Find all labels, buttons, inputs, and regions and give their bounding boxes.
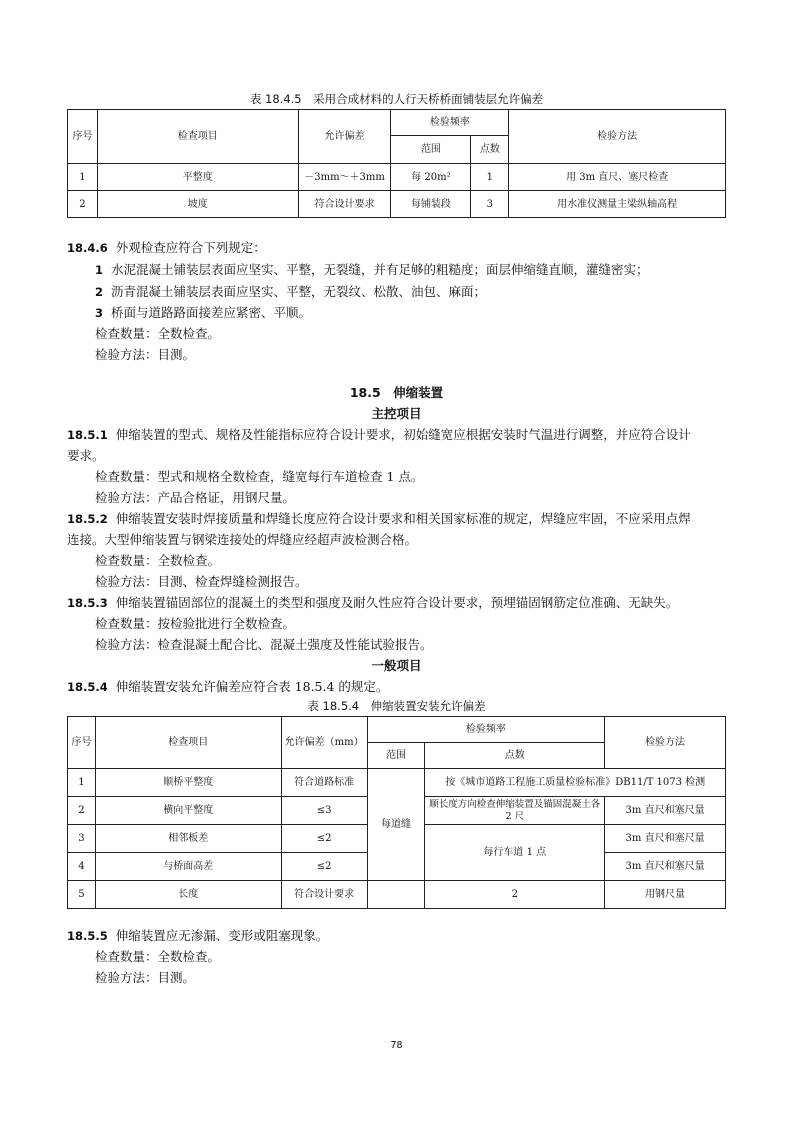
section-title: 18.5 伸缩装置 bbox=[349, 385, 444, 400]
check-quantity: 检查数量：按检验批进行全数检查。 bbox=[95, 616, 296, 631]
cell-seq: 1 bbox=[68, 769, 96, 797]
check-quantity: 检查数量：全数检查。 bbox=[95, 949, 221, 964]
cell-item: 与桥面高差 bbox=[95, 853, 281, 881]
check-method: 检验方法：目测。 bbox=[95, 970, 196, 985]
check-method: 检验方法：产品合格证，用钢尺量。 bbox=[95, 490, 296, 505]
cell-tolerance: 符合设计要求 bbox=[281, 881, 367, 909]
cell-points: 2 bbox=[425, 881, 605, 909]
header-seq: 序号 bbox=[68, 110, 98, 164]
table-18-5-4 bbox=[67, 716, 726, 909]
header-seq: 序号 bbox=[68, 717, 96, 769]
header-tolerance: 允许偏差 bbox=[298, 110, 391, 164]
clause-18-5-4: 18.5.4 伸缩装置安装允许偏差应符合表 18.5.4 的规定。 bbox=[67, 679, 389, 694]
header-item: 检查项目 bbox=[97, 110, 298, 164]
cell-seq: 2 bbox=[68, 191, 98, 218]
cell-seq: 5 bbox=[68, 881, 96, 909]
cell-method: 用钢尺量 bbox=[605, 881, 726, 909]
clause-18-4-6: 18.4.6 外观检查应符合下列规定： bbox=[67, 240, 266, 255]
check-quantity: 检查数量：型式和规格全数检查，缝宽每行车道检查 1 点。 bbox=[95, 469, 424, 484]
cell-points: 1 bbox=[471, 164, 509, 191]
table-row bbox=[68, 769, 726, 797]
check-quantity: 检查数量：全数检查。 bbox=[95, 553, 221, 568]
cell-seq: 2 bbox=[68, 797, 96, 825]
cell-item: 相邻板差 bbox=[95, 825, 281, 853]
list-item: 2 沥青混凝土铺装层表面应坚实、平整，无裂纹、松散、油包、麻面； bbox=[95, 284, 486, 299]
cell-item: 横向平整度 bbox=[95, 797, 281, 825]
check-quantity: 检查数量：全数检查。 bbox=[95, 326, 221, 341]
cell-points-merged: 每行车道 1 点 bbox=[425, 825, 605, 881]
cell-method: 用 3m 直尺、塞尺检查 bbox=[509, 164, 726, 191]
check-method: 检验方法：目测。 bbox=[95, 347, 196, 362]
cell-item: 平整度 bbox=[97, 164, 298, 191]
cell-tolerance: 符合道路标准 bbox=[281, 769, 367, 797]
clause-18-5-1-cont: 要求。 bbox=[67, 448, 105, 463]
header-freq: 检验频率 bbox=[391, 110, 509, 136]
cell-tolerance: 符合设计要求 bbox=[298, 191, 391, 218]
header-freq: 检验频率 bbox=[367, 717, 605, 743]
list-item: 3 桥面与道路路面接差应紧密、平顺。 bbox=[95, 305, 311, 320]
cell-seq: 3 bbox=[68, 825, 96, 853]
general-items-heading: 一般项目 bbox=[371, 658, 422, 673]
clause-18-5-2-cont: 连接。大型伸缩装置与钢梁连接处的焊缝应经超声波检测合格。 bbox=[67, 532, 418, 547]
check-method: 检验方法：目测、检查焊缝检测报告。 bbox=[95, 574, 308, 589]
cell-method: 3m 直尺和塞尺量 bbox=[605, 853, 726, 881]
table-18-4-5 bbox=[67, 109, 726, 218]
cell-method: 3m 直尺和塞尺量 bbox=[605, 825, 726, 853]
cell-points: 3 bbox=[471, 191, 509, 218]
cell-item: 坡度 bbox=[97, 191, 298, 218]
header-points: 点数 bbox=[471, 136, 509, 164]
cell-seq: 1 bbox=[68, 164, 98, 191]
table2-caption: 表 18.5.4 伸缩装置安装允许偏差 bbox=[307, 699, 486, 713]
cell-points: 顺长度方向检查伸缩装置及锚固混凝土各 2 尺 bbox=[425, 797, 605, 825]
cell-range-empty bbox=[367, 881, 425, 909]
clause-18-5-5: 18.5.5 伸缩装置应无渗漏、变形或阻塞现象。 bbox=[67, 928, 329, 943]
header-range: 范围 bbox=[367, 743, 425, 769]
cell-method: 3m 直尺和塞尺量 bbox=[605, 797, 726, 825]
list-item: 1 水泥混凝土铺装层表面应坚实、平整，无裂缝，并有足够的粗糙度；面层伸缩缝直顺，灌缝密实； bbox=[95, 262, 649, 277]
cell-tolerance: ≤3 bbox=[281, 797, 367, 825]
header-method: 检验方法 bbox=[605, 717, 726, 769]
cell-tolerance: －3mm～＋3mm bbox=[298, 164, 391, 191]
cell-item: 长度 bbox=[95, 881, 281, 909]
cell-range: 每铺装段 bbox=[391, 191, 471, 218]
clause-18-5-3: 18.5.3 伸缩装置锚固部位的混凝土的类型和强度及耐久性应符合设计要求，预埋锚固钢筋定位准确、无缺失。 bbox=[67, 595, 679, 610]
cell-range: 每 20m² bbox=[391, 164, 471, 191]
table-row bbox=[68, 191, 726, 218]
cell-tolerance: ≤2 bbox=[281, 825, 367, 853]
check-method: 检验方法：检查混凝土配合比、混凝土强度及性能试验报告。 bbox=[95, 637, 433, 652]
header-method: 检验方法 bbox=[509, 110, 726, 164]
page-number: 78 bbox=[390, 1040, 403, 1051]
table1-caption: 表 18.4.5 采用合成材料的人行天桥桥面铺装层允许偏差 bbox=[249, 92, 544, 106]
header-range: 范围 bbox=[391, 136, 471, 164]
header-tolerance: 允许偏差（mm） bbox=[281, 717, 367, 769]
cell-tolerance: ≤2 bbox=[281, 853, 367, 881]
cell-range-merged: 每道缝 bbox=[367, 769, 425, 881]
clause-18-5-1: 18.5.1 伸缩装置的型式、规格及性能指标应符合设计要求，初始缝宽应根据安装时气温进行调整，并应符合设计 bbox=[67, 427, 691, 442]
cell-item: 顺桥平整度 bbox=[95, 769, 281, 797]
table-row bbox=[68, 164, 726, 191]
cell-seq: 4 bbox=[68, 853, 96, 881]
table-row bbox=[68, 881, 726, 909]
cell-points-method-merged: 按《城市道路工程施工质量检验标准》DB11/T 1073 检测 bbox=[425, 769, 726, 797]
main-items-heading: 主控项目 bbox=[371, 406, 422, 421]
header-points: 点数 bbox=[425, 743, 605, 769]
clause-18-5-2: 18.5.2 伸缩装置安装时焊接质量和焊缝长度应符合设计要求和相关国家标准的规定，焊缝应牢固，不应采用点焊 bbox=[67, 511, 691, 526]
header-item: 检查项目 bbox=[95, 717, 281, 769]
cell-method: 用水准仪测量主梁纵轴高程 bbox=[509, 191, 726, 218]
